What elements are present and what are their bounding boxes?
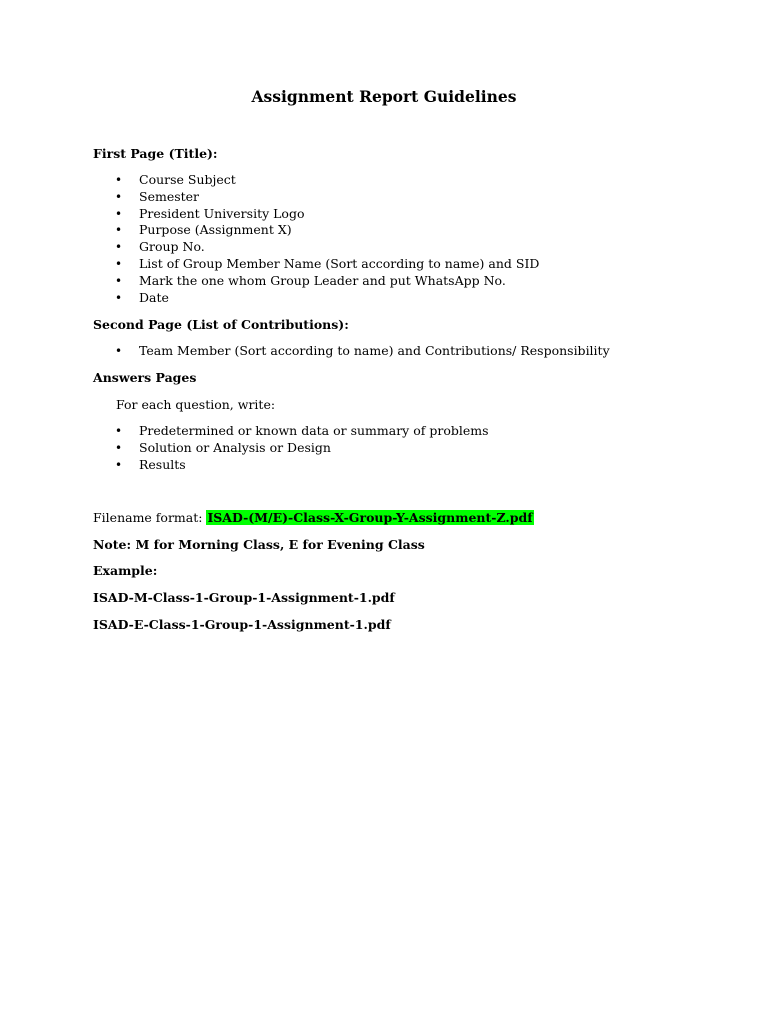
first-page-heading: First Page (Title):	[93, 146, 218, 161]
filename-format-line	[93, 510, 534, 526]
bullet-icon: •	[115, 440, 123, 455]
example-heading: Example:	[93, 563, 158, 578]
filename-format-value: ISAD-(M/E)-Class-X-Group-Y-Assignment-Z.pdf	[207, 510, 533, 525]
bullet-icon: •	[115, 256, 123, 271]
answers-intro: For each question, write:	[116, 397, 276, 412]
example-filename-2: ISAD-E-Class-1-Group-1-Assignment-1.pdf	[93, 617, 391, 632]
bullet-icon: •	[115, 206, 123, 221]
bullet-icon: •	[115, 189, 123, 204]
second-page-heading: Second Page (List of Contributions):	[93, 317, 349, 332]
bullet-icon: •	[115, 240, 123, 255]
bullet-icon: •	[115, 290, 123, 305]
bullet-icon: •	[115, 173, 123, 187]
bullet-icon: •	[115, 424, 123, 438]
document-title: Assignment Report Guidelines	[251, 87, 517, 106]
bullet-icon: •	[115, 273, 123, 288]
filename-format-label: Filename format:	[93, 510, 207, 525]
example-filename-1: ISAD-M-Class-1-Group-1-Assignment-1.pdf	[93, 590, 395, 605]
document-page: Assignment Report Guidelines First Page (Title): • Course Subject • Semester • President University Logo • Purpose (Assignment X) • Group No. • List of Group Member Name (Sort according to name) and SID • Mark the one whom Group Leader and put WhatsApp No. • Date Second Page (List of Contributions): • Team Member (Sort according to name) and Contributions/ Responsibility Answers Pages For each question, write: • Predetermined or known data or summary of problems • Solution or Analysis or Design • Results Filename format: ISAD-(M/E)-Class-X-Group-Y-Assignment-Z.pdf Note: M for Morning Class, E for Evening Class Example: ISAD-M-Class-1-Group-1-Assignment-1.pdf ISAD-E-Class-1-Group-1-Assignment-1.pdf	[0, 0, 768, 1024]
bullet-icon: •	[115, 223, 123, 238]
answers-pages-heading: Answers Pages	[93, 370, 197, 385]
bullet-icon: •	[115, 344, 123, 358]
note-text: Note: M for Morning Class, E for Evening Class	[93, 537, 425, 552]
bullet-icon: •	[115, 457, 123, 472]
